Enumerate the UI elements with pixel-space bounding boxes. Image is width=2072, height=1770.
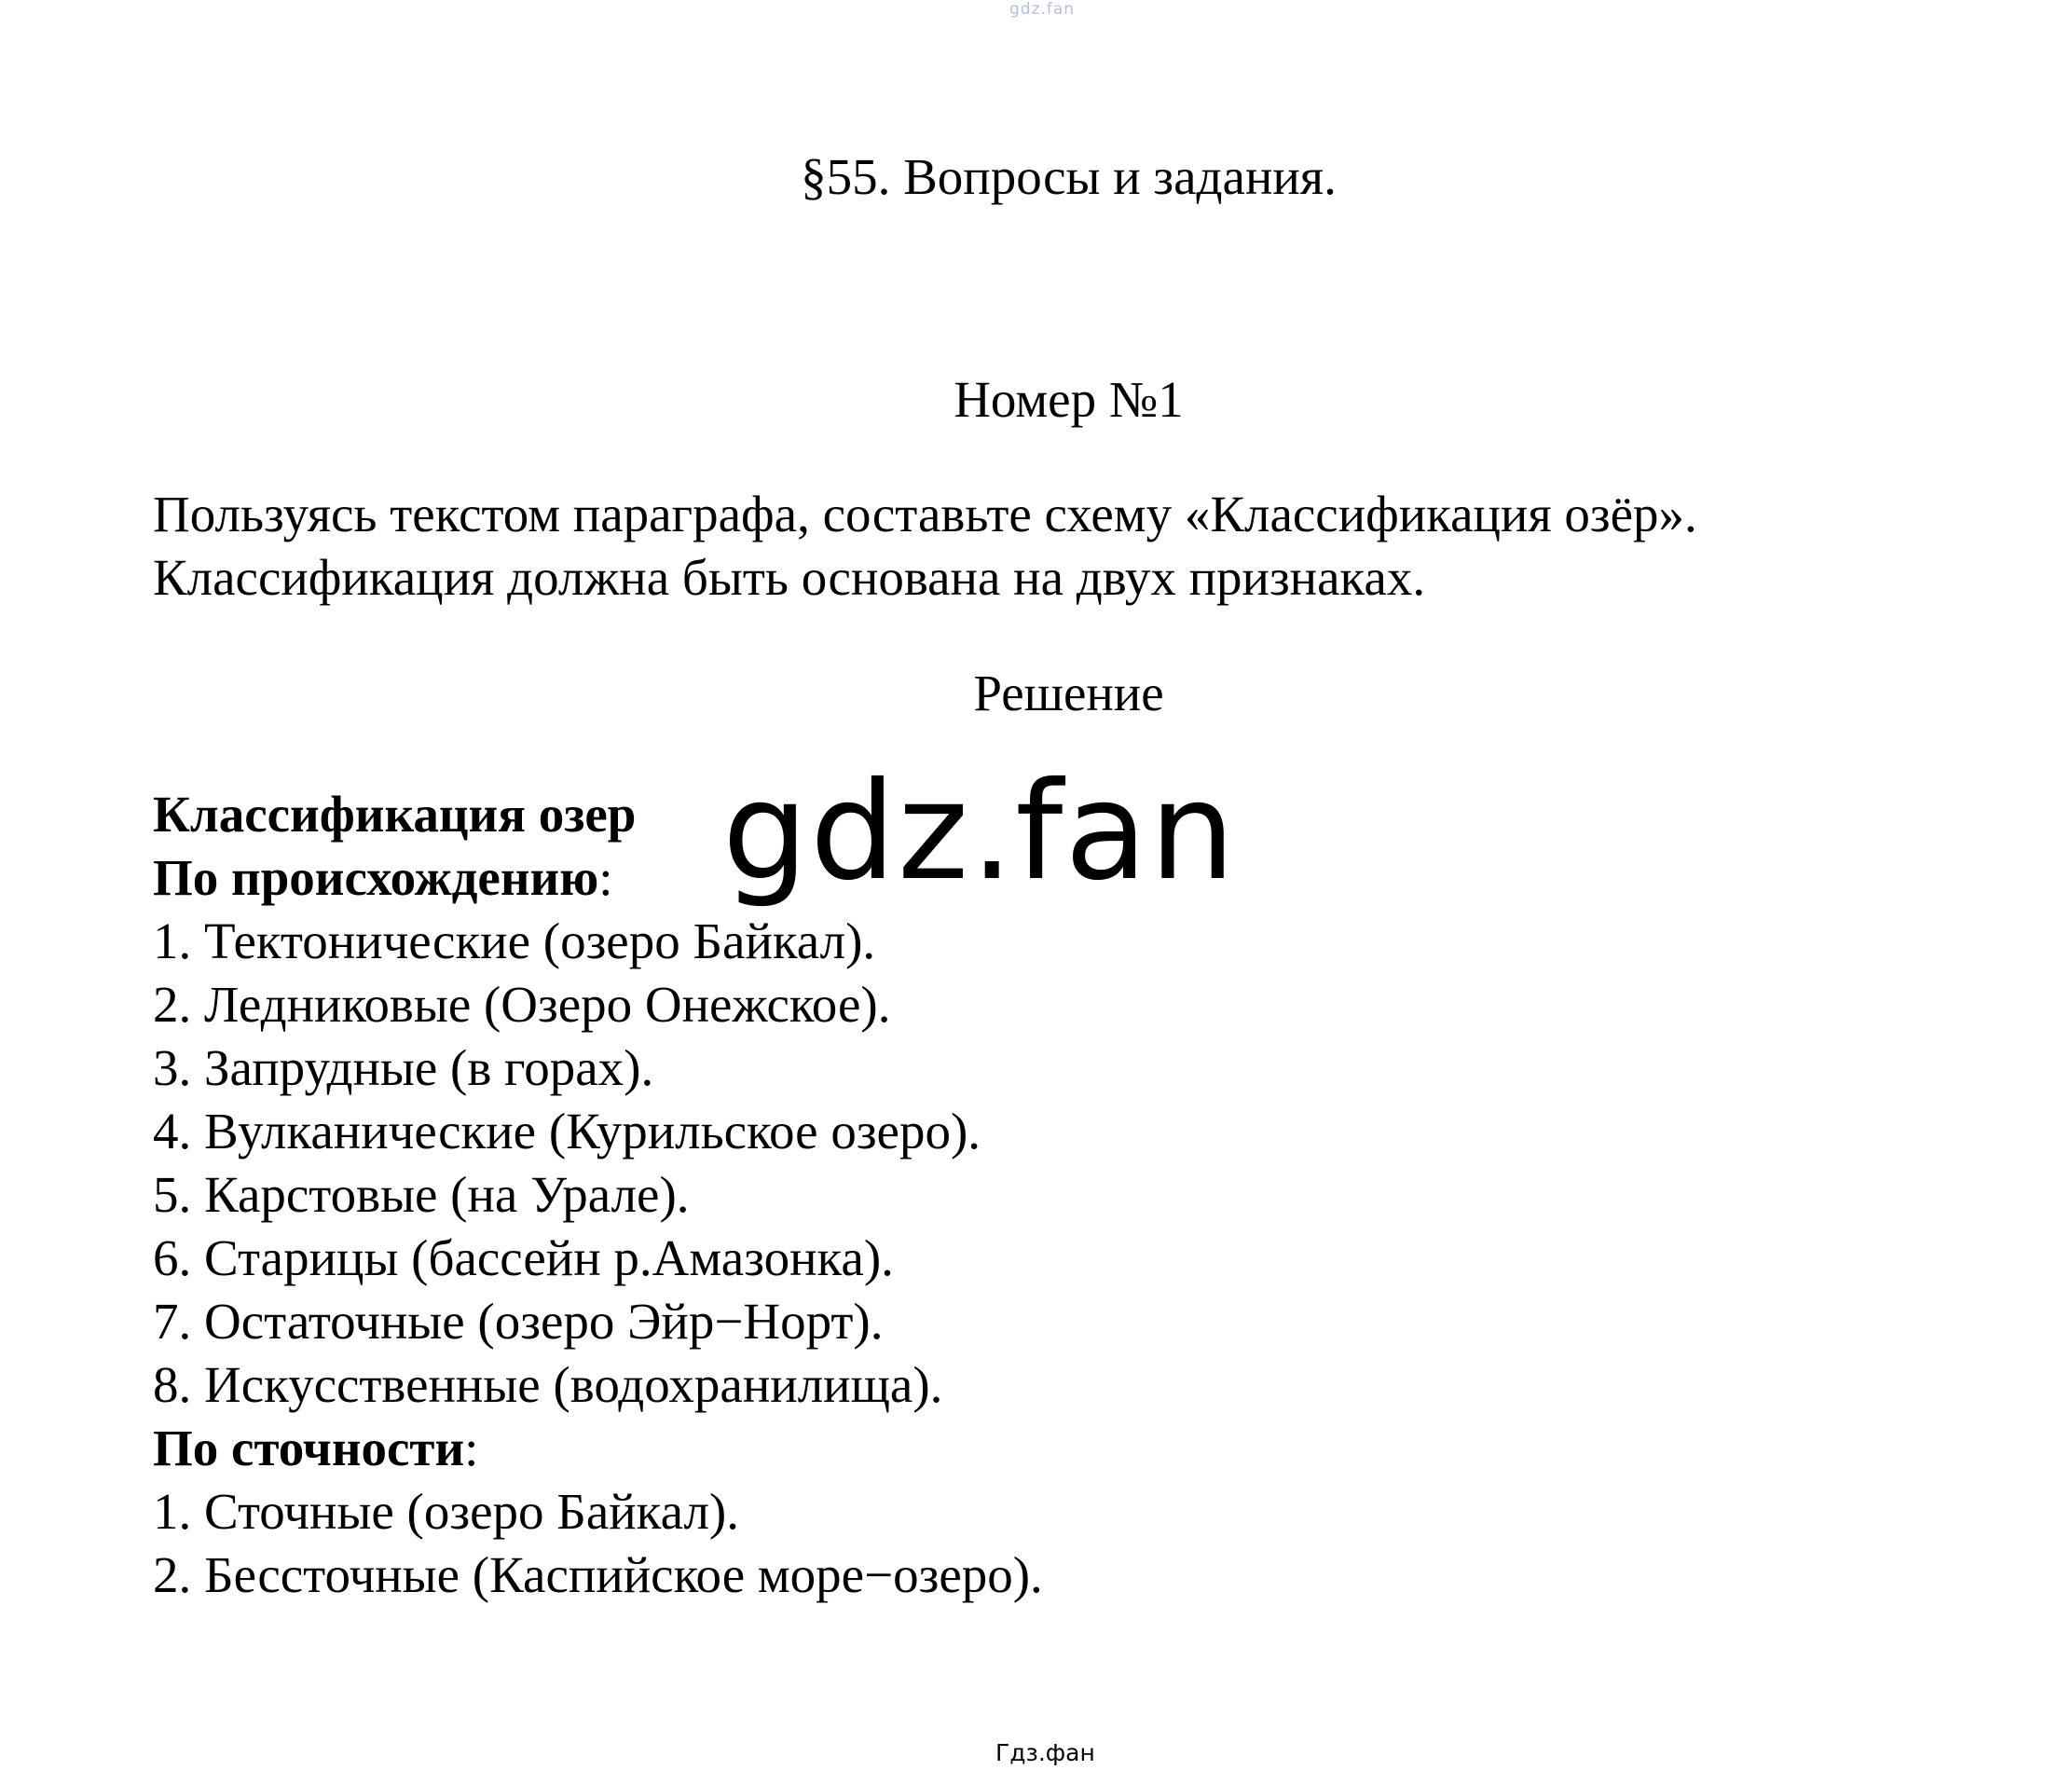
list-item: 1. Тектонические (озеро Байкал). — [153, 912, 876, 969]
drainage-label-line — [153, 1417, 1043, 1480]
drainage-label: По сточности — [153, 1420, 465, 1476]
solution-heading: Решение — [973, 665, 1164, 721]
drainage-label-colon: : — [464, 1420, 479, 1476]
answer-title: Классификация озер — [153, 786, 637, 843]
footer-watermark: Гдз.фан — [995, 1739, 1095, 1766]
task-text-line: Пользуясь текстом параграфа, составьте схему «Классификация озёр». — [153, 486, 1697, 542]
center-watermark: gdz.fan — [722, 753, 1238, 911]
list-item: 6. Старицы (бассейн р.Амазонка). — [153, 1229, 894, 1286]
task-text-line: Классификация должна быть основана на двух признаках. — [153, 549, 1426, 606]
list-item: 1. Сточные (озеро Байкал). — [153, 1483, 739, 1540]
origin-label-colon: : — [598, 849, 613, 906]
list-item: 2. Бессточные (Каспийское море−озеро). — [153, 1546, 1043, 1603]
list-item: 7. Остаточные (озеро Эйр−Норт). — [153, 1293, 884, 1350]
list-item: 4. Вулканические (Курильское озеро). — [153, 1103, 981, 1159]
task-number: Номер №1 — [954, 371, 1184, 428]
list-item: 8. Искусственные (водохранилища). — [153, 1356, 943, 1413]
section-title: §55. Вопросы и задания. — [801, 148, 1337, 205]
task-text — [153, 483, 1697, 610]
top-watermark: gdz.fan — [1009, 0, 1076, 19]
list-item: 5. Карстовые (на Урале). — [153, 1166, 690, 1223]
list-item: 3. Запрудные (в горах). — [153, 1039, 654, 1096]
list-item: 2. Ледниковые (Озеро Онежское). — [153, 976, 891, 1033]
origin-label: По происхождению — [153, 849, 599, 906]
